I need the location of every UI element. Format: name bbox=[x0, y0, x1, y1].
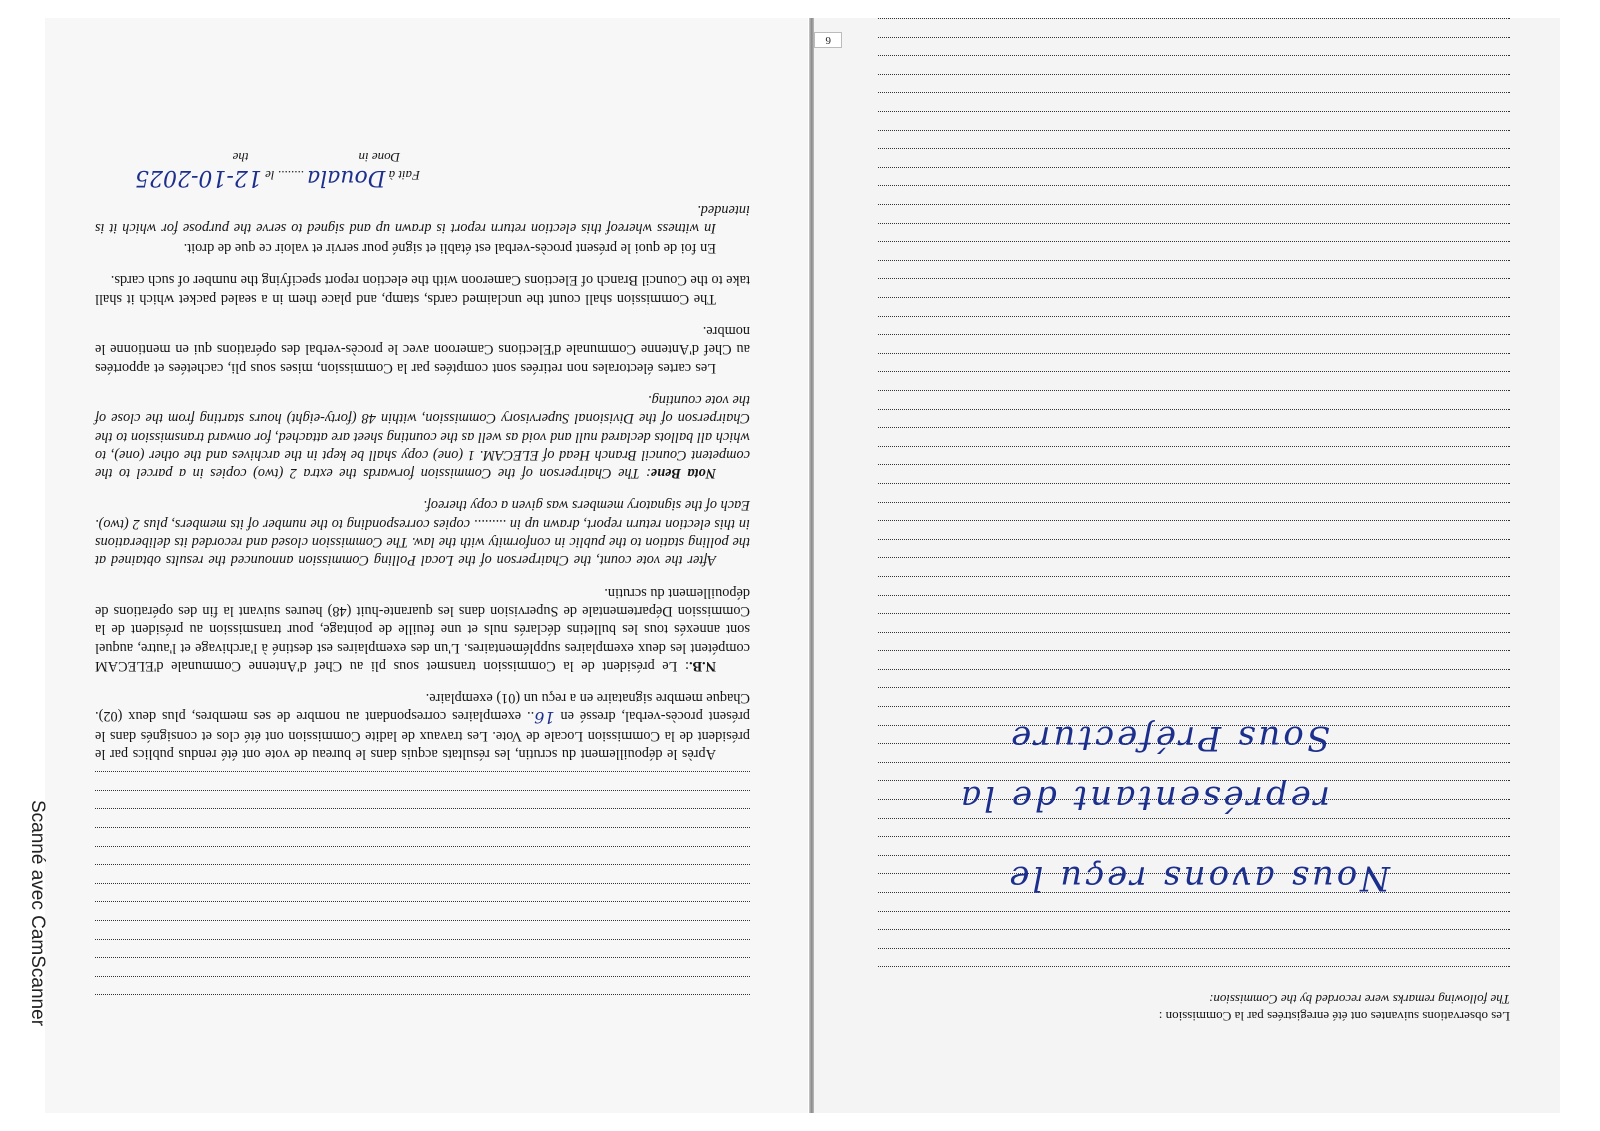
para-cartes: Les cartes électorales non retirées sont comptées par la Commission, mises sous pli, cachetées et apportées au Chef d'Antenne Communale d'Elections Cameroon avec le procès-verbal des opérations qui en mentionne le nombre. bbox=[95, 323, 750, 376]
closing-text bbox=[95, 148, 750, 763]
heading-en: The following remarks were recorded by the Commission: bbox=[1208, 992, 1510, 1007]
dotted-line bbox=[878, 130, 1510, 149]
dotted-line bbox=[878, 427, 1510, 446]
page-closing-statement bbox=[45, 18, 808, 1113]
dotted-line bbox=[878, 316, 1510, 335]
copies-count-handwritten: 16 bbox=[534, 708, 555, 728]
dotted-line bbox=[878, 148, 1510, 167]
handwritten-remark-line-3: Sous Préfecture bbox=[1008, 718, 1330, 758]
dotted-line bbox=[878, 260, 1510, 279]
the-label: the bbox=[232, 149, 249, 165]
dotted-line bbox=[878, 223, 1510, 242]
dotted-line bbox=[878, 390, 1510, 409]
observations-heading bbox=[1159, 991, 1510, 1025]
para-witness: In witness whereof this election return report is drawn up and signed to serve the purpose for which it is intended. bbox=[95, 201, 750, 236]
dotted-line bbox=[95, 994, 750, 1013]
dotted-line bbox=[878, 278, 1510, 297]
heading-fr: Les observations suivantes ont été enregistrées par la Commission : bbox=[1158, 1009, 1510, 1024]
handwritten-remark-line-2: représentant de la bbox=[957, 778, 1330, 818]
dotted-line bbox=[878, 818, 1510, 837]
dotted-line bbox=[878, 55, 1510, 74]
dotted-line bbox=[95, 976, 750, 995]
para-nota-bene bbox=[95, 391, 750, 482]
dotted-line bbox=[878, 334, 1510, 353]
dotted-line bbox=[95, 808, 750, 827]
dotted-line bbox=[878, 911, 1510, 930]
dotted-line bbox=[878, 297, 1510, 316]
dotted-line bbox=[878, 669, 1510, 688]
dotted-lines bbox=[95, 771, 750, 1013]
handwritten-remark-line-1: Nous avons reçu le bbox=[1006, 858, 1390, 898]
para-nb bbox=[95, 583, 750, 674]
dotted-line bbox=[878, 18, 1510, 37]
dotted-line bbox=[878, 836, 1510, 855]
dotted-line bbox=[878, 93, 1510, 112]
dotted-line bbox=[878, 688, 1510, 707]
nb-text: : Le président de la Commission transmet sous pli au Chef d'Antenne Communale d'ELECAM compétent les deux exemplaires supplémentaires. L'un des exemplaires est destiné à l'archivage et l'autre, auquel sont annexés tous les bulletins déclarés nuls et une feuille de pointage, pour transmission au président de la Commission Départementale de Supervision dans les quarante-huit (48) heures suivant la fin des opérations de dépouillement du scrutin. bbox=[95, 584, 750, 674]
place-handwritten: Douala bbox=[307, 165, 386, 191]
dotted-line bbox=[878, 520, 1510, 539]
dotted-line bbox=[878, 557, 1510, 576]
dotted-line bbox=[878, 37, 1510, 56]
dotted-line bbox=[878, 595, 1510, 614]
dotted-line bbox=[878, 446, 1510, 465]
para1-text: Après le dépouillement du scrutin, les résultats acquis dans le bureau de vote ont été rendus publics par le président de la Commission Locale de Vote. Les travaux de ladite Commission ont été clos et consignés dans le présent procès-verbal, dressé en bbox=[95, 708, 750, 762]
nota-text: : The Chairperson of the Commission forwards the extra 2 (two) copies in a parcel to the competent Council Branch Head of ELECAM. 1 (one) copy shall be kept in the archives and the other (one), to which all ballots declared null and void as well as the counting sheet are attached, for onward transmission to the Chairperson of the Divisional Supervisory Commission, within 48 (forty-eight) hours starting from the close of the vote counting. bbox=[95, 391, 750, 482]
dotted-line bbox=[878, 353, 1510, 372]
dotted-line bbox=[878, 241, 1510, 260]
dotted-line bbox=[95, 939, 750, 958]
done-in-line bbox=[95, 148, 400, 166]
nota-label: Nota Bene bbox=[650, 465, 716, 482]
dotted-line bbox=[878, 539, 1510, 558]
dotted-line bbox=[95, 790, 750, 809]
dotted-line bbox=[878, 613, 1510, 632]
dotted-line bbox=[878, 111, 1510, 130]
dotted-line bbox=[95, 864, 750, 883]
dotted-line bbox=[95, 901, 750, 920]
dotted-line bbox=[878, 74, 1510, 93]
dotted-line bbox=[95, 883, 750, 902]
dotted-line bbox=[878, 502, 1510, 521]
dotted-line bbox=[878, 948, 1510, 967]
done-in-label: Done in bbox=[358, 149, 400, 165]
date-handwritten: 12-10-2025 bbox=[135, 165, 262, 191]
fait-a-line: Fait à Douala ........ le 12-10-2025 bbox=[135, 165, 420, 191]
page-observations bbox=[814, 18, 1560, 1113]
dotted-line bbox=[878, 204, 1510, 223]
para1-text-end: .. exemplaires correspondant au nombre de ses membres, plus deux (02). Chaque membre signataire en a reçu un (01) exemplaire. bbox=[95, 690, 750, 725]
dotted-line bbox=[95, 957, 750, 976]
dotted-line bbox=[878, 632, 1510, 651]
page-number: 6 bbox=[815, 32, 843, 48]
dotted-line bbox=[95, 920, 750, 939]
dotted-line bbox=[878, 464, 1510, 483]
para-depouillement bbox=[95, 689, 750, 763]
dotted-line bbox=[878, 371, 1510, 390]
dotted-line bbox=[878, 185, 1510, 204]
fait-a-label: Fait à bbox=[388, 168, 420, 184]
binding-fold bbox=[809, 18, 814, 1113]
le-label: le bbox=[265, 168, 275, 184]
dotted-line bbox=[878, 409, 1510, 428]
dotted-line bbox=[878, 167, 1510, 186]
para-after-vote: After the vote count, the Chairperson of the Local Polling Commission announced the results obtained at the polling station to the public in conformity with the law. The Commission closed and recorded its deliberations in this election return report, drawn up in ......... copies corresponding to the number of its members, plus 2 (two). Each of the signatory members was given a copy thereof. bbox=[95, 497, 750, 569]
para-unclaimed: The Commission shall count the unclaimed cards, stamp, and place them in a sealed packet which it shall take to the Council Branch of Elections Cameroon with the election report specifying the number of such cards. bbox=[95, 272, 750, 307]
dotted-line bbox=[878, 483, 1510, 502]
camscanner-watermark: Scanné avec CamScanner bbox=[27, 800, 48, 1027]
dotted-line bbox=[95, 827, 750, 846]
dotted-line bbox=[878, 576, 1510, 595]
para-en-foi: En foi de quoi le présent procès-verbal est établi et signé pour servir et valoir ce que de droit. bbox=[183, 240, 716, 257]
dotted-line bbox=[95, 846, 750, 865]
dotted-line bbox=[878, 966, 1510, 985]
dotted-line bbox=[95, 771, 750, 790]
dotted-line bbox=[878, 929, 1510, 948]
remarks-dotted-lines bbox=[878, 18, 1510, 985]
dotted-line bbox=[878, 650, 1510, 669]
nb-label: N.B. bbox=[688, 657, 716, 674]
